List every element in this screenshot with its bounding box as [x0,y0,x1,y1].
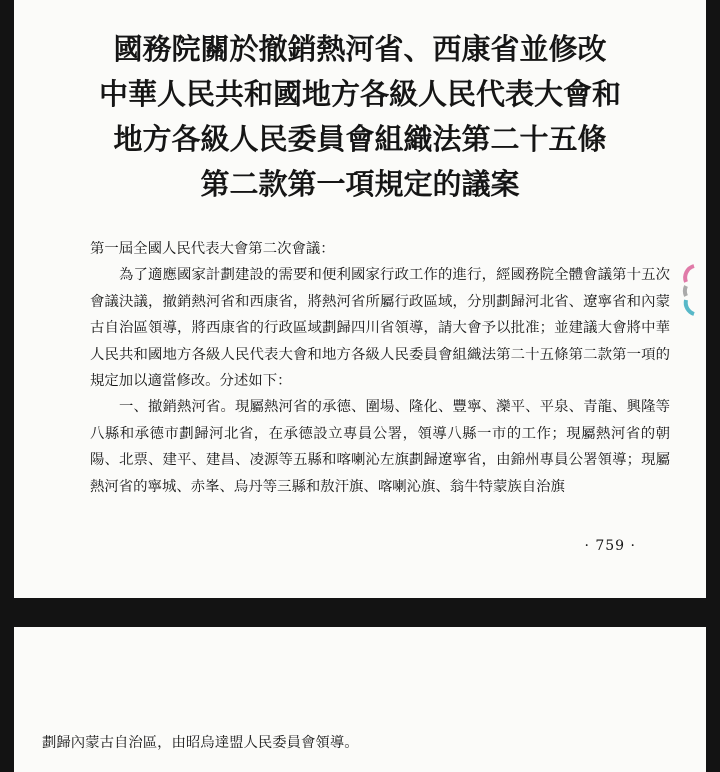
title-line-4: 第二款第一項規定的議案 [200,167,520,201]
title-line-1: 國務院關於撤銷熱河省、西康省並修改 [113,32,607,66]
continuation-text: 劃歸內蒙古自治區，由昭烏達盟人民委員會領導。 [42,735,359,751]
paragraph-intro: 為了適應國家計劃建設的需要和便利國家行政工作的進行，經國務院全體會議第十五次會議決議，撤銷熱河省和西康省，將熱河省所屬行政區域，分別劃歸河北省、遼寧省和內蒙古自治區領導，將西康省的行政區域劃歸四川省領導，請大會予以批准；並建議大會將中華人民共和國地方各級人民代表大會和地方各級人民委員會組織法第二十五條第二款第一項的規定加以適當修改。分述如下： [90,267,670,390]
page-number: · 759 · [584,538,636,554]
salutation: 第一屆全國人民代表大會第二次會議： [90,241,335,257]
title-line-3: 地方各級人民委員會組織法第二十五條 [113,122,607,156]
title-line-2: 中華人民共和國地方各級人民代表大會和 [98,77,621,111]
document-title [14,0,706,207]
paragraph-rehe: 一、撤銷熱河省。現屬熱河省的承德、圍場、隆化、豐寧、灤平、平泉、青龍、興隆等八縣和承德市劃歸河北省，在承德設立專員公署，領導八縣一市的工作；現屬熱河省的朝陽、北票、建平、建昌、凌源等五縣和喀喇沁左旗劃歸遼寧省，由錦州專員公署領導；現屬熱河省的寧城、赤峯、烏丹等三縣和敖汗旗、喀喇沁旗、翁牛特蒙族自治旗 [90,399,670,495]
scroll-edge-icon [680,262,696,318]
document-page-760 [14,627,706,772]
document-body [90,236,670,500]
document-page-759 [14,0,706,598]
